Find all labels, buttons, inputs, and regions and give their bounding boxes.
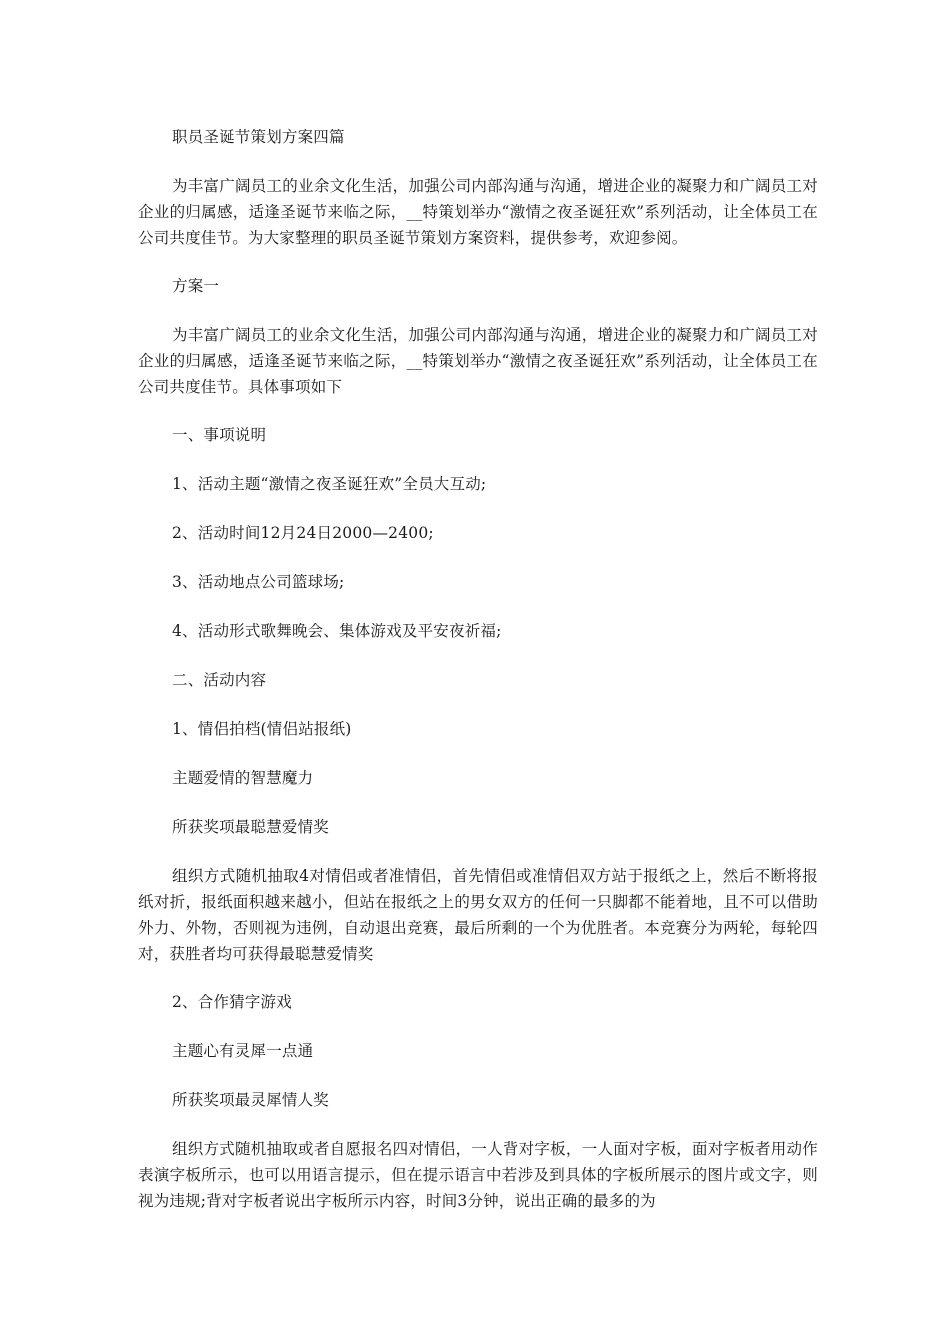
activity1-award: 所获奖项最聪慧爱情奖 bbox=[172, 818, 330, 836]
item-location: 3、活动地点公司篮球场; bbox=[172, 573, 345, 591]
activity2-theme: 主题心有灵犀一点通 bbox=[172, 1042, 314, 1060]
activity2-title: 2、合作猜字游戏 bbox=[172, 993, 292, 1011]
activity1-theme: 主题爱情的智慧魔力 bbox=[172, 769, 314, 787]
document-page bbox=[138, 124, 818, 1236]
plan1-intro-paragraph: 为丰富广阔员工的业余文化生活，加强公司内部沟通与沟通，增进企业的凝聚力和广阔员工对企业的归属感，适逢圣诞节来临之际，__特策划举办“激情之夜圣诞狂欢”系列活动，让全体员工在公司共度佳节。具体事项如下 bbox=[138, 326, 818, 396]
item-format: 4、活动形式歌舞晚会、集体游戏及平安夜祈福; bbox=[172, 622, 502, 640]
plan1-heading: 方案一 bbox=[172, 277, 220, 295]
intro-paragraph: 为丰富广阔员工的业余文化生活，加强公司内部沟通与沟通，增进企业的凝聚力和广阔员工对企业的归属感，适逢圣诞节来临之际，__特策划举办“激情之夜圣诞狂欢”系列活动，让全体员工在公司共度佳节。为大家整理的职员圣诞节策划方案资料，提供参考，欢迎参阅。 bbox=[138, 177, 818, 247]
item-theme: 1、活动主题“激情之夜圣诞狂欢”全员大互动; bbox=[172, 475, 487, 493]
section1-heading: 一、事项说明 bbox=[172, 426, 267, 444]
activity2-award: 所获奖项最灵犀情人奖 bbox=[172, 1091, 330, 1109]
activity2-method-paragraph: 组织方式随机抽取或者自愿报名四对情侣，一人背对字板，一人面对字板，面对字板者用动作表演字板所示，也可以用语言提示，但在提示语言中若涉及到具体的字板所展示的图片或文字，则视为违规;背对字板者说出字板所示内容，时间3分钟，说出正确的最多的为 bbox=[138, 1140, 818, 1210]
section2-heading: 二、活动内容 bbox=[172, 671, 267, 689]
document-title: 职员圣诞节策划方案四篇 bbox=[172, 128, 345, 146]
activity1-method-paragraph: 组织方式随机抽取4对情侣或者准情侣，首先情侣或准情侣双方站于报纸之上，然后不断将报纸对折，报纸面积越来越小，但站在报纸之上的男女双方的任何一只脚都不能着地，且不可以借助外力、外物，否则视为违例，自动退出竞赛，最后所剩的一个为优胜者。本竞赛分为两轮，每轮四对，获胜者均可获得最聪慧爱情奖 bbox=[138, 867, 818, 963]
item-time: 2、活动时间12月24日2000—2400; bbox=[172, 524, 434, 542]
activity1-title: 1、情侣拍档(情侣站报纸) bbox=[172, 720, 352, 738]
